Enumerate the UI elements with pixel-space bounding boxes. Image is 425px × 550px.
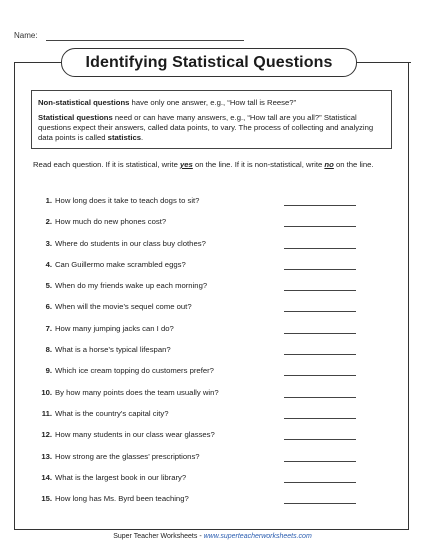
question-row bbox=[40, 409, 370, 430]
answer-line[interactable] bbox=[284, 439, 356, 440]
nonstat-text: have only one answer, e.g., “How tall is Reese?” bbox=[129, 98, 297, 107]
answer-line[interactable] bbox=[284, 248, 356, 249]
question-row bbox=[40, 217, 370, 238]
question-text: When do my friends wake up each morning? bbox=[55, 281, 208, 291]
question-text: Which ice cream topping do customers prefer? bbox=[55, 366, 214, 376]
no-word: no bbox=[324, 160, 334, 169]
question-row bbox=[40, 452, 370, 473]
answer-line[interactable] bbox=[284, 354, 356, 355]
answer-line[interactable] bbox=[284, 461, 356, 462]
question-number: 7. bbox=[45, 323, 52, 333]
question-text: How long has Ms. Byrd been teaching? bbox=[55, 494, 189, 504]
question-text: How many students in our class wear glasses? bbox=[55, 430, 215, 440]
footer-brand: Super Teacher Worksheets bbox=[113, 533, 198, 540]
answer-line[interactable] bbox=[284, 482, 356, 483]
question-number: 6. bbox=[45, 302, 52, 312]
name-label: Name: bbox=[14, 31, 38, 40]
question-text: How long does it take to teach dogs to sit? bbox=[55, 196, 200, 205]
question-number: 3. bbox=[45, 238, 52, 248]
stat-definition bbox=[38, 113, 385, 143]
question-text: When will the movie’s sequel come out? bbox=[55, 302, 192, 312]
question-text: Where do students in our class buy clothes? bbox=[55, 238, 206, 248]
question-row bbox=[40, 473, 370, 494]
question-number: 9. bbox=[45, 366, 52, 376]
footer-separator: - bbox=[197, 533, 204, 540]
stat-text: need or can have many answers, e.g., “How tall are you all?” Statistical questions expect their answers, called data points, to vary. The process of collecting and analyzing data points is called bbox=[38, 113, 374, 142]
nonstat-term: Non-statistical questions bbox=[38, 98, 130, 107]
stat-term: Statistical questions bbox=[38, 113, 113, 122]
nonstat-definition bbox=[38, 98, 385, 108]
question-row bbox=[40, 260, 370, 281]
question-text: By how many points does the team usually win? bbox=[55, 387, 219, 397]
stat-end: . bbox=[141, 133, 144, 142]
question-text: What is the country’s capital city? bbox=[55, 408, 169, 418]
question-number: 2. bbox=[45, 217, 52, 227]
question-row bbox=[40, 430, 370, 451]
name-field[interactable] bbox=[46, 40, 244, 41]
answer-line[interactable] bbox=[284, 397, 356, 398]
question-row bbox=[40, 324, 370, 345]
answer-line[interactable] bbox=[284, 311, 356, 312]
answer-line[interactable] bbox=[284, 290, 356, 291]
question-number: 13. bbox=[41, 451, 52, 461]
question-row bbox=[40, 239, 370, 260]
question-text: How much do new phones cost? bbox=[55, 217, 167, 227]
question-number: 14. bbox=[41, 472, 52, 482]
answer-line[interactable] bbox=[284, 269, 356, 270]
question-row bbox=[40, 494, 370, 515]
answer-line[interactable] bbox=[284, 205, 356, 206]
answer-line[interactable] bbox=[284, 375, 356, 376]
title-banner bbox=[61, 48, 357, 77]
definitions-box bbox=[31, 90, 392, 149]
instr-part2: on the line. If it is non-statistical, write bbox=[192, 160, 325, 169]
question-text: How many jumping jacks can I do? bbox=[55, 323, 174, 333]
question-number: 8. bbox=[45, 345, 52, 355]
question-text: How strong are the glasses’ prescriptions? bbox=[55, 451, 200, 461]
question-row bbox=[40, 281, 370, 302]
question-row bbox=[40, 388, 370, 409]
footer-url[interactable]: www.superteacherworksheets.com bbox=[203, 533, 312, 540]
question-text: Can Guillermo make scrambled eggs? bbox=[55, 259, 186, 269]
question-row bbox=[40, 345, 370, 366]
page-title: Identifying Statistical Questions bbox=[85, 53, 333, 71]
question-number: 4. bbox=[45, 259, 52, 269]
instructions bbox=[33, 160, 388, 170]
instr-part3: on the line. bbox=[333, 160, 374, 169]
answer-line[interactable] bbox=[284, 226, 356, 227]
question-number: 5. bbox=[45, 281, 52, 291]
answer-line[interactable] bbox=[284, 503, 356, 504]
question-text: What is a horse’s typical lifespan? bbox=[55, 345, 171, 355]
question-row bbox=[40, 366, 370, 387]
question-number: 12. bbox=[41, 430, 52, 440]
question-row bbox=[40, 196, 370, 217]
question-number: 15. bbox=[41, 494, 52, 504]
question-number: 11. bbox=[41, 408, 52, 418]
question-text: What is the largest book in our library? bbox=[55, 472, 187, 482]
question-list bbox=[40, 196, 370, 515]
footer bbox=[0, 533, 425, 540]
answer-line[interactable] bbox=[284, 418, 356, 419]
instr-part1: Read each question. If it is statistical, write bbox=[33, 160, 180, 169]
question-number: 1. bbox=[45, 196, 52, 205]
answer-line[interactable] bbox=[284, 333, 356, 334]
yes-word: yes bbox=[179, 160, 193, 169]
question-number: 10. bbox=[41, 387, 52, 397]
stat-word: statistics bbox=[107, 133, 142, 142]
question-row bbox=[40, 302, 370, 323]
